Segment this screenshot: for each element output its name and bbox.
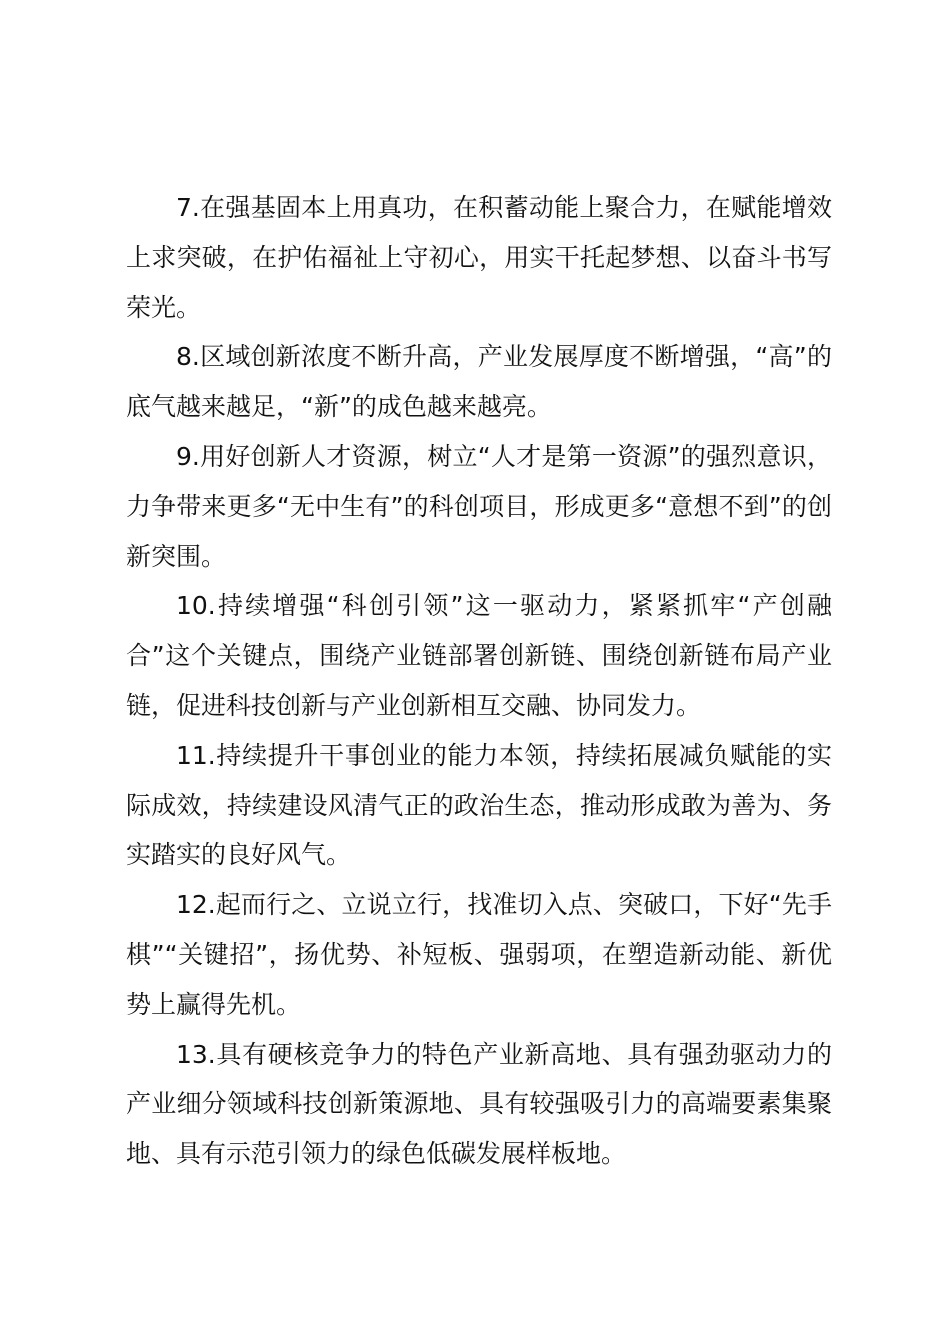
paragraph-13: 13.具有硬核竞争力的特色产业新高地、具有强劲驱动力的产业细分领域科技创新策源地、具有较强吸引力的高端要素集聚地、具有示范引领力的绿色低碳发展样板地。 bbox=[126, 1039, 832, 1169]
paragraph-11: 11.持续提升干事创业的能力本领，持续拓展减负赋能的实际成效，持续建设风清气正的政治生态，推动形成敢为善为、务实踏实的良好风气。 bbox=[126, 740, 832, 870]
paragraph-9: 9.用好创新人才资源，树立“人才是第一资源”的强烈意识，力争带来更多“无中生有”的科创项目，形成更多“意想不到”的创新突围。 bbox=[126, 441, 832, 571]
paragraph-8: 8.区域创新浓度不断升高，产业发展厚度不断增强，“高”的底气越来越足，“新”的成色越来越亮。 bbox=[126, 342, 832, 422]
paragraph-7: 7.在强基固本上用真功，在积蓄动能上聚合力，在赋能增效上求突破，在护佑福祉上守初心，用实干托起梦想、以奋斗书写荣光。 bbox=[126, 193, 832, 322]
document-body bbox=[126, 183, 832, 1179]
paragraph-10: 10.持续增强“科创引领”这一驱动力，紧紧抓牢“产创融合”这个关键点，围绕产业链部署创新链、围绕创新链布局产业链，促进科技创新与产业创新相互交融、协同发力。 bbox=[126, 591, 832, 720]
paragraph-12: 12.起而行之、立说立行，找准切入点、突破口，下好“先手棋”“关键招”，扬优势、补短板、强弱项，在塑造新动能、新优势上赢得先机。 bbox=[126, 890, 832, 1019]
